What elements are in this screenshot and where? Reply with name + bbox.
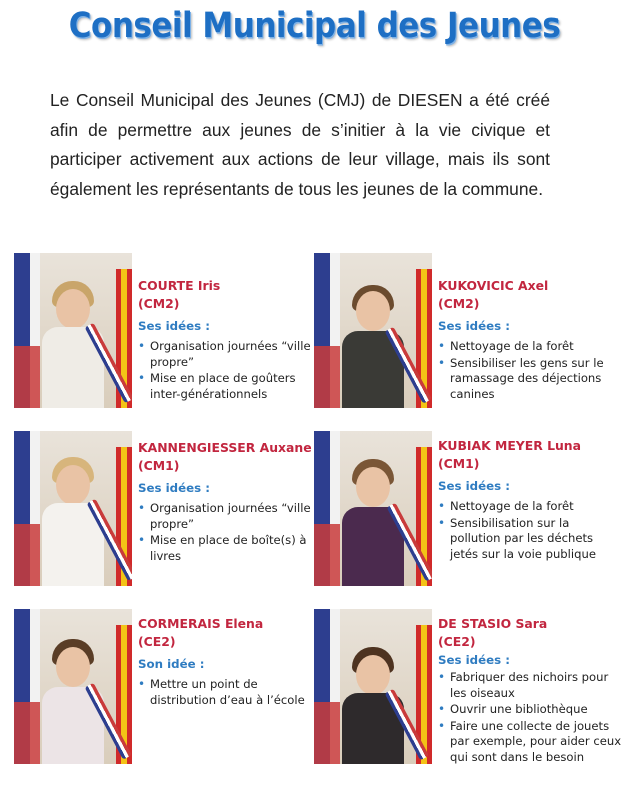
idea-item: • Organisation journées “ville propre” (138, 501, 318, 532)
member-info (438, 615, 623, 766)
member-name: DE STASIO Sara (438, 616, 548, 631)
member-photo (314, 609, 432, 764)
member-card (14, 431, 314, 586)
member-class: (CM2) (138, 296, 180, 311)
member-info (138, 277, 318, 403)
member-name: CORMERAIS Elena (138, 616, 264, 631)
ideas-heading: Ses idées : (438, 319, 510, 333)
member-photo (14, 609, 132, 764)
member-name: COURTE Iris (138, 278, 221, 293)
ideas-list (138, 677, 318, 708)
ideas-heading: Ses idées : (138, 481, 210, 495)
member-card (314, 431, 619, 586)
idea-item: • Sensibilisation sur la pollution par les déchets jetés sur la voie publique (438, 516, 618, 563)
member-card (14, 609, 314, 764)
page-title: Conseil Municipal des Jeunes (68, 5, 561, 47)
member-photo (14, 253, 132, 408)
ideas-list (438, 339, 618, 402)
idea-item: • Nettoyage de la forêt (438, 499, 618, 515)
idea-item: • Fabriquer des nichoirs pour les oiseaux (438, 670, 623, 701)
idea-item: • Organisation journées “ville propre” (138, 339, 318, 370)
ideas-heading: Ses idées : (138, 319, 210, 333)
ideas-list (438, 670, 623, 765)
ideas-list (138, 339, 318, 402)
member-info (138, 615, 318, 709)
member-class: (CE2) (138, 634, 176, 649)
member-info (438, 437, 618, 563)
idea-item: • Mise en place de goûters inter-générationnels (138, 371, 318, 402)
idea-item: • Mettre un point de distribution d’eau à l’école (138, 677, 318, 708)
member-name: KUKOVICIC Axel (438, 278, 549, 293)
member-photo (314, 431, 432, 586)
member-photo (14, 431, 132, 586)
member-class: (CM2) (438, 296, 480, 311)
idea-item: • Nettoyage de la forêt (438, 339, 618, 355)
member-name: KANNENGIESSER Auxane (138, 440, 312, 455)
idea-item: • Ouvrir une bibliothèque (438, 702, 623, 718)
ideas-heading: Ses idées : (438, 653, 510, 667)
member-photo (314, 253, 432, 408)
member-card (314, 253, 619, 408)
member-info (138, 439, 318, 565)
ideas-heading: Ses idées : (438, 479, 510, 493)
member-class: (CE2) (438, 634, 476, 649)
ideas-list (138, 501, 318, 564)
member-class: (CM1) (138, 458, 180, 473)
member-info (438, 277, 618, 403)
member-name: KUBIAK MEYER Luna (438, 438, 581, 453)
idea-item: • Sensibiliser les gens sur le ramassage des déjections canines (438, 356, 618, 403)
idea-item: • Faire une collecte de jouets par exemple, pour aider ceux qui sont dans le besoin (438, 719, 623, 766)
ideas-heading: Son idée : (138, 657, 205, 671)
idea-item: • Mise en place de boîte(s) à livres (138, 533, 318, 564)
member-class: (CM1) (438, 456, 480, 471)
ideas-list (438, 499, 618, 562)
intro-paragraph: Le Conseil Municipal des Jeunes (CMJ) de DIESEN a été créé afin de permettre aux jeunes de s’initier à la vie civique et participer activement aux actions de leur village, mais ils sont également les représentants de tous les jeunes de la commune. (50, 90, 550, 199)
member-card (14, 253, 314, 408)
member-card (314, 609, 622, 769)
